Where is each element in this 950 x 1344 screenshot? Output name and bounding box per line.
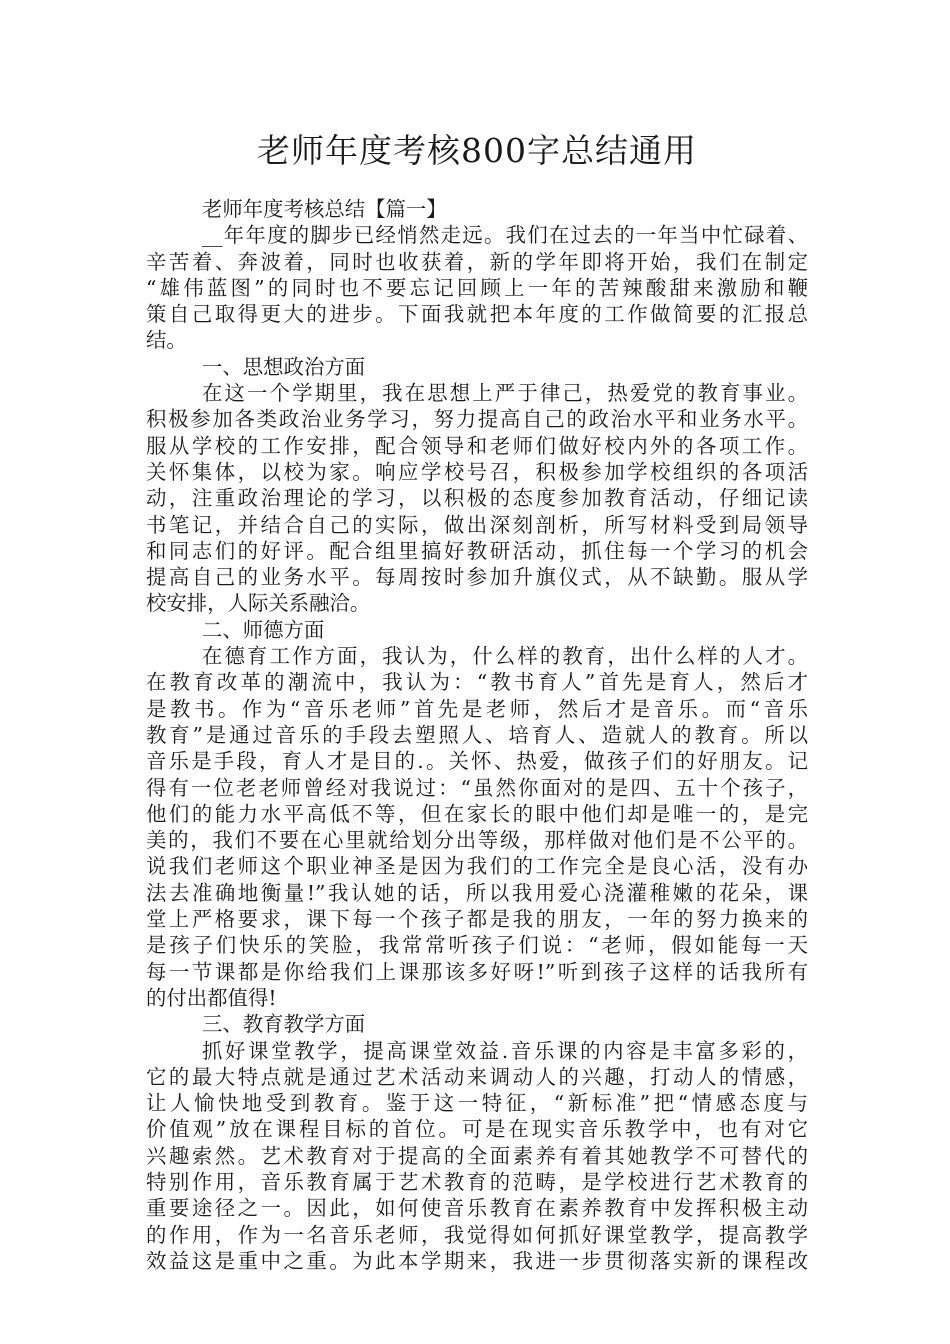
text-line: 法去准确地衡量!”我认她的话，所以我用爱心浇灌稚嫩的花朵，课	[146, 880, 808, 905]
text-line: 效益这是重中之重。为此本学期来，我进一步贯彻落实新的课程改	[146, 1248, 808, 1273]
text-line: 是教书。作为“音乐老师”首先是老师，然后才是音乐。而“音乐	[146, 696, 808, 721]
text-line: 每一节课都是你给我们上课那该多好呀!”听到孩子这样的话我所有	[146, 959, 808, 984]
text-line: 二、师德方面	[202, 617, 325, 642]
text-line: __年年度的脚步已经悄然走远。我们在过去的一年当中忙碌着、	[202, 223, 808, 248]
text-line: 重要途径之一。因此，如何使音乐教育在素养教育中发挥积极主动	[146, 1196, 808, 1221]
text-line: 提高自己的业务水平。每周按时参加升旗仪式，从不缺勤。服从学	[146, 565, 808, 590]
text-line: 价值观”放在课程目标的首位。可是在现实音乐教学中，也有对它	[146, 1117, 808, 1142]
text-line: 服从学校的工作安排，配合领导和老师们做好校内外的各项工作。	[146, 433, 808, 458]
text-line: 动，注重政治理论的学习，以积极的态度参加教育活动，仔细记读	[146, 486, 808, 511]
text-line: 在教育改革的潮流中，我认为：“教书育人”首先是育人，然后才	[146, 670, 808, 695]
text-line: 策自己取得更大的进步。下面我就把本年度的工作做简要的汇报总	[146, 302, 808, 327]
text-line: 特别作用，音乐教育属于艺术教育的范畴，是学校进行艺术教育的	[146, 1169, 808, 1194]
text-line: 在德育工作方面，我认为，什么样的教育，出什么样的人才。	[202, 644, 808, 669]
text-line: 他们的能力水平高低不等，但在家长的眼中他们却是唯一的，是完	[146, 801, 808, 826]
text-line: 抓好课堂教学，提高课堂效益.音乐课的内容是丰富多彩的，	[202, 1038, 808, 1063]
text-line: 它的最大特点就是通过艺术活动来调动人的兴趣，打动人的情感，	[146, 1064, 808, 1089]
text-line: 积极参加各类政治业务学习，努力提高自己的政治水平和业务水平。	[146, 407, 808, 432]
text-line: 兴趣索然。艺术教育对于提高的全面素养有着其她教学不可替代的	[146, 1143, 808, 1168]
text-line: 书笔记，并结合自己的实际，做出深刻剖析，所写材料受到局领导	[146, 512, 808, 537]
text-line: 的作用，作为一名音乐老师，我觉得如何抓好课堂教学，提高教学	[146, 1222, 808, 1247]
text-line: 校安排，人际关系融洽。	[146, 591, 371, 616]
text-line: 说我们老师这个职业神圣是因为我们的工作完全是良心活，没有办	[146, 854, 808, 879]
text-line: 堂上严格要求，课下每一个孩子都是我的朋友，一年的努力换来的	[146, 907, 808, 932]
text-line: 美的，我们不要在心里就给划分出等级，那样做对他们是不公平的。	[146, 828, 808, 853]
text-line: 老师年度考核总结【篇一】	[202, 197, 447, 221]
text-line: 音乐是手段，育人才是目的.。关怀、热爱，做孩子们的好朋友。记	[146, 749, 808, 774]
text-line: “雄伟蓝图”的同时也不要忘记回顾上一年的苦辣酸甜来激励和鞭	[146, 275, 808, 300]
text-line: 辛苦着、奔波着，同时也收获着，新的学年即将开始，我们在制定	[146, 249, 808, 274]
text-line: 的付出都值得!	[146, 985, 277, 1010]
text-line: 得有一位老老师曾经对我说过：“虽然你面对的是四、五十个孩子，	[146, 775, 808, 800]
text-line: 和同志们的好评。配合组里搞好教研活动，抓住每一个学习的机会	[146, 538, 808, 563]
text-line: 教育”是通过音乐的手段去塑照人、培育人、造就人的教育。所以	[146, 722, 808, 747]
text-line: 一、思想政治方面	[202, 354, 366, 379]
text-line: 关怀集体，以校为家。响应学校号召，积极参加学校组织的各项活	[146, 459, 808, 484]
document-title: 老师年度考核800字总结通用	[257, 131, 697, 170]
text-line: 三、教育教学方面	[202, 1012, 366, 1037]
text-line: 结。	[146, 328, 187, 353]
document-body	[146, 196, 808, 1274]
text-line: 是孩子们快乐的笑脸，我常常听孩子们说：“老师，假如能每一天	[146, 933, 808, 958]
text-line: 在这一个学期里，我在思想上严于律己，热爱党的教育事业。	[202, 381, 808, 406]
text-line: 让人愉快地受到教育。鉴于这一特征，“新标准”把“情感态度与	[146, 1091, 808, 1116]
